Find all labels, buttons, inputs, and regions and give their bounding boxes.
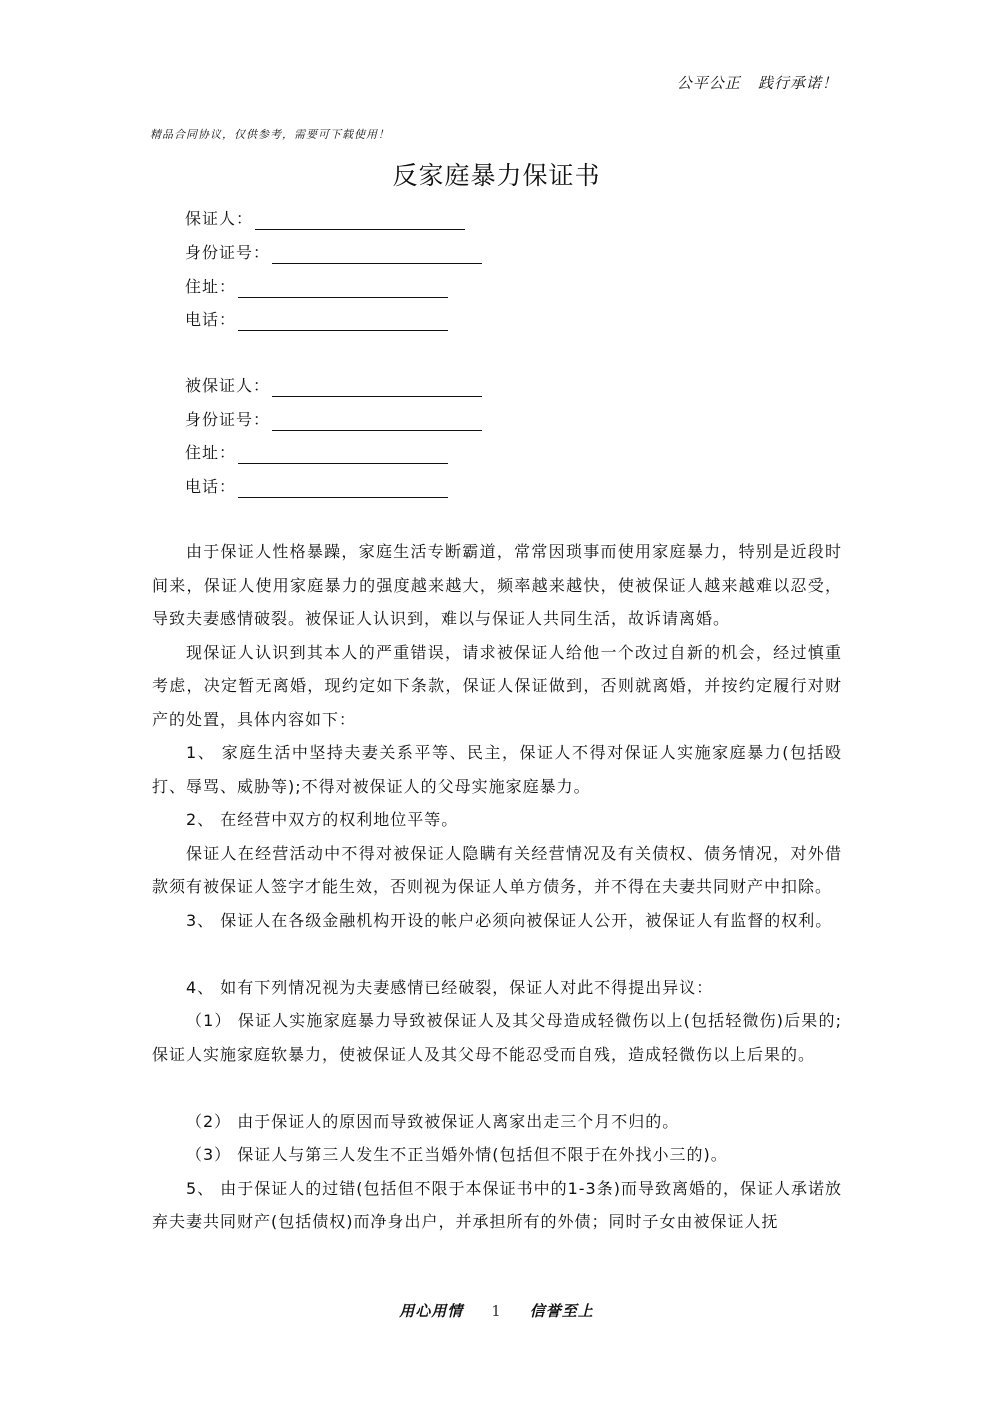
beneficiary-name-field (185, 373, 482, 397)
page-number: 1 (491, 1302, 502, 1320)
clause-3: 3、 保证人在各级金融机构开设的帐户必须向被保证人公开，被保证人有监督的权利。 (186, 910, 833, 930)
page-footer (0, 1300, 993, 1321)
clause-4: 4、 如有下列情况视为夫妻感情已经破裂，保证人对此不得提出异议： (186, 977, 714, 997)
guarantor-phone-blank (238, 316, 448, 331)
document-title: 反家庭暴力保证书 (392, 161, 601, 190)
beneficiary-address-blank (238, 449, 448, 464)
paragraph-background: 由于保证人性格暴躁，家庭生活专断霸道，常常因琐事而使用家庭暴力，特别是近段时间来，保证人使用家庭暴力的强度越来越大，频率越来越快，使被保证人越来越难以忍受，导致夫妻感情破裂。被保证人认识到，难以与保证人共同生活，故诉请离婚。 (152, 542, 842, 628)
guarantor-id-blank (272, 249, 482, 264)
disclaimer-note: 精品合同协议，仅供参考，需要可下载使用！ (150, 128, 390, 141)
beneficiary-address-field (185, 440, 448, 464)
clause-2-detail: 保证人在经营活动中不得对被保证人隐瞒有关经营情况及有关债权、债务情况，对外借款须有被保证人签字才能生效，否则视为保证人单方债务，并不得在夫妻共同财产中扣除。 (152, 843, 842, 896)
guarantor-address-label: 住址： (185, 277, 237, 296)
guarantor-id-field (185, 240, 482, 264)
document-body (152, 535, 842, 1239)
beneficiary-name-label: 被保证人： (185, 376, 271, 395)
beneficiary-phone-label: 电话： (185, 477, 237, 496)
clause-4-item-3: （3） 保证人与第三人发生不正当婚外情(包括但不限于在外找小三的)。 (186, 1145, 728, 1164)
beneficiary-id-label: 身份证号： (185, 410, 271, 429)
beneficiary-id-field (185, 407, 482, 431)
clause-4-item-1: （1） 保证人实施家庭暴力导致被保证人及其父母造成轻微伤以上(包括轻微伤)后果的;保证人实施家庭软暴力，使被保证人及其父母不能忍受而自残，造成轻微伤以上后果的。 (152, 1011, 842, 1064)
footer-left-motto: 用心用情 (399, 1302, 464, 1320)
beneficiary-address-label: 住址： (185, 443, 237, 462)
footer-right-motto: 信誉至上 (529, 1302, 594, 1320)
guarantor-phone-label: 电话： (185, 310, 237, 329)
header-slogan: 公平公正 践行承诺！ (676, 74, 838, 92)
beneficiary-phone-blank (238, 483, 448, 498)
guarantor-name-blank (255, 215, 465, 230)
beneficiary-phone-field (185, 474, 448, 498)
guarantor-name-field (185, 206, 465, 230)
guarantor-phone-field (185, 307, 448, 331)
guarantor-address-field (185, 274, 448, 298)
paragraph-agreement: 现保证人认识到其本人的严重错误，请求被保证人给他一个改过自新的机会，经过慎重考虑，决定暂无离婚，现约定如下条款，保证人保证做到，否则就离婚，并按约定履行对财产的处置，具体内容如下： (152, 642, 842, 729)
beneficiary-id-blank (272, 416, 482, 431)
guarantor-address-blank (238, 283, 448, 298)
guarantor-name-label: 保证人： (185, 209, 254, 228)
spacer (152, 1071, 842, 1105)
clause-4-item-2: （2） 由于保证人的原因而导致被保证人离家出走三个月不归的。 (186, 1111, 680, 1131)
clause-2: 2、 在经营中双方的权利地位平等。 (186, 810, 459, 829)
guarantor-id-label: 身份证号： (185, 243, 271, 262)
spacer (152, 937, 842, 971)
clause-1: 1、 家庭生活中坚持夫妻关系平等、民主，保证人不得对保证人实施家庭暴力(包括殴打、辱骂、威胁等);不得对被保证人的父母实施家庭暴力。 (152, 743, 842, 796)
clause-5: 5、 由于保证人的过错(包括但不限于本保证书中的1-3条)而导致离婚的，保证人承诺放弃夫妻共同财产(包括债权)而净身出户，并承担所有的外债；同时子女由被保证人抚 (152, 1178, 842, 1231)
beneficiary-name-blank (272, 382, 482, 397)
